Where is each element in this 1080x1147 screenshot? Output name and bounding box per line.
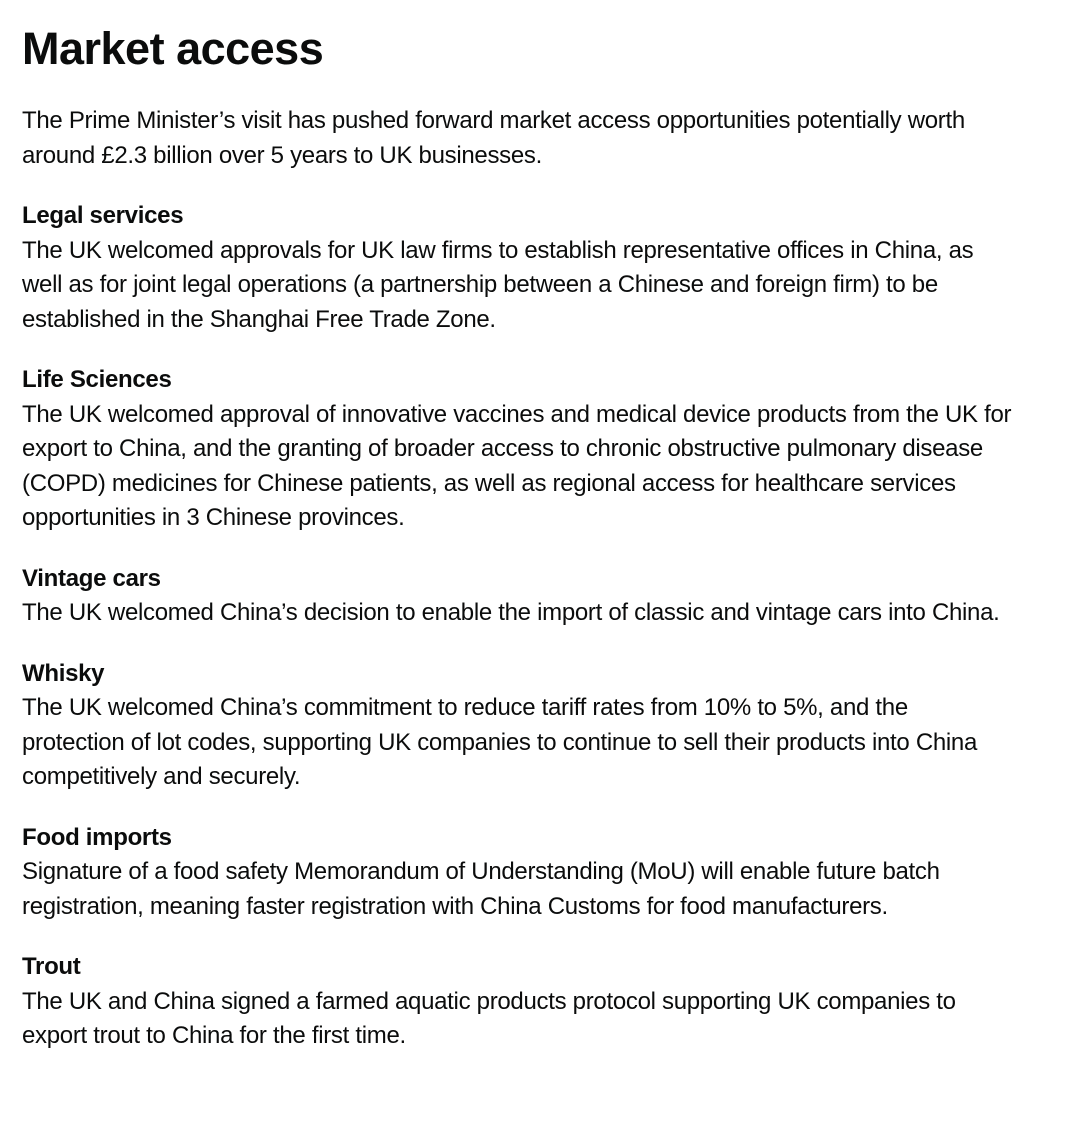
page-title: Market access xyxy=(22,23,324,74)
section-heading: Food imports xyxy=(22,823,172,851)
section-body: The UK welcomed approval of innovative vaccines and medical device products from the UK for export to China, and the granting of broader access to chronic obstructive pulmonary disease (COPD) medicines for Chinese patients, as well as regional access for healthcare services opportunities in 3 Chinese provinces. xyxy=(22,400,1012,531)
section-vintage-cars xyxy=(22,562,1012,631)
section-life-sciences xyxy=(22,363,1012,536)
section-heading: Legal services xyxy=(22,202,184,229)
section-body: The UK welcomed China’s commitment to reduce tariff rates from 10% to 5%, and the protection of lot codes, supporting UK companies to continue to sell their products into China competitively and securely. xyxy=(22,694,978,790)
section-trout xyxy=(22,950,1012,1054)
section-body: The UK welcomed approvals for UK law firms to establish representative offices in China, as well as for joint legal operations (a partnership between a Chinese and foreign firm) to be established in the Shanghai Free Trade Zone. xyxy=(22,236,974,333)
section-body: Signature of a food safety Memorandum of Understanding (MoU) will enable future batch registration, meaning faster registration with China Customs for food manufacturers. xyxy=(22,858,940,920)
section-legal-services xyxy=(22,199,1012,337)
section-body: The UK welcomed China’s decision to enable the import of classic and vintage cars into China. xyxy=(22,599,1000,626)
section-food-imports xyxy=(22,821,1012,925)
section-whisky xyxy=(22,657,1012,795)
intro-paragraph: The Prime Minister’s visit has pushed forward market access opportunities potentially worth around £2.3 billion over 5 years to UK businesses. xyxy=(22,107,965,169)
section-body: The UK and China signed a farmed aquatic products protocol supporting UK companies to export trout to China for the first time. xyxy=(22,987,956,1049)
section-heading: Trout xyxy=(22,953,81,980)
section-heading: Whisky xyxy=(22,659,105,687)
section-heading: Life Sciences xyxy=(22,366,172,393)
section-heading: Vintage cars xyxy=(22,564,161,592)
